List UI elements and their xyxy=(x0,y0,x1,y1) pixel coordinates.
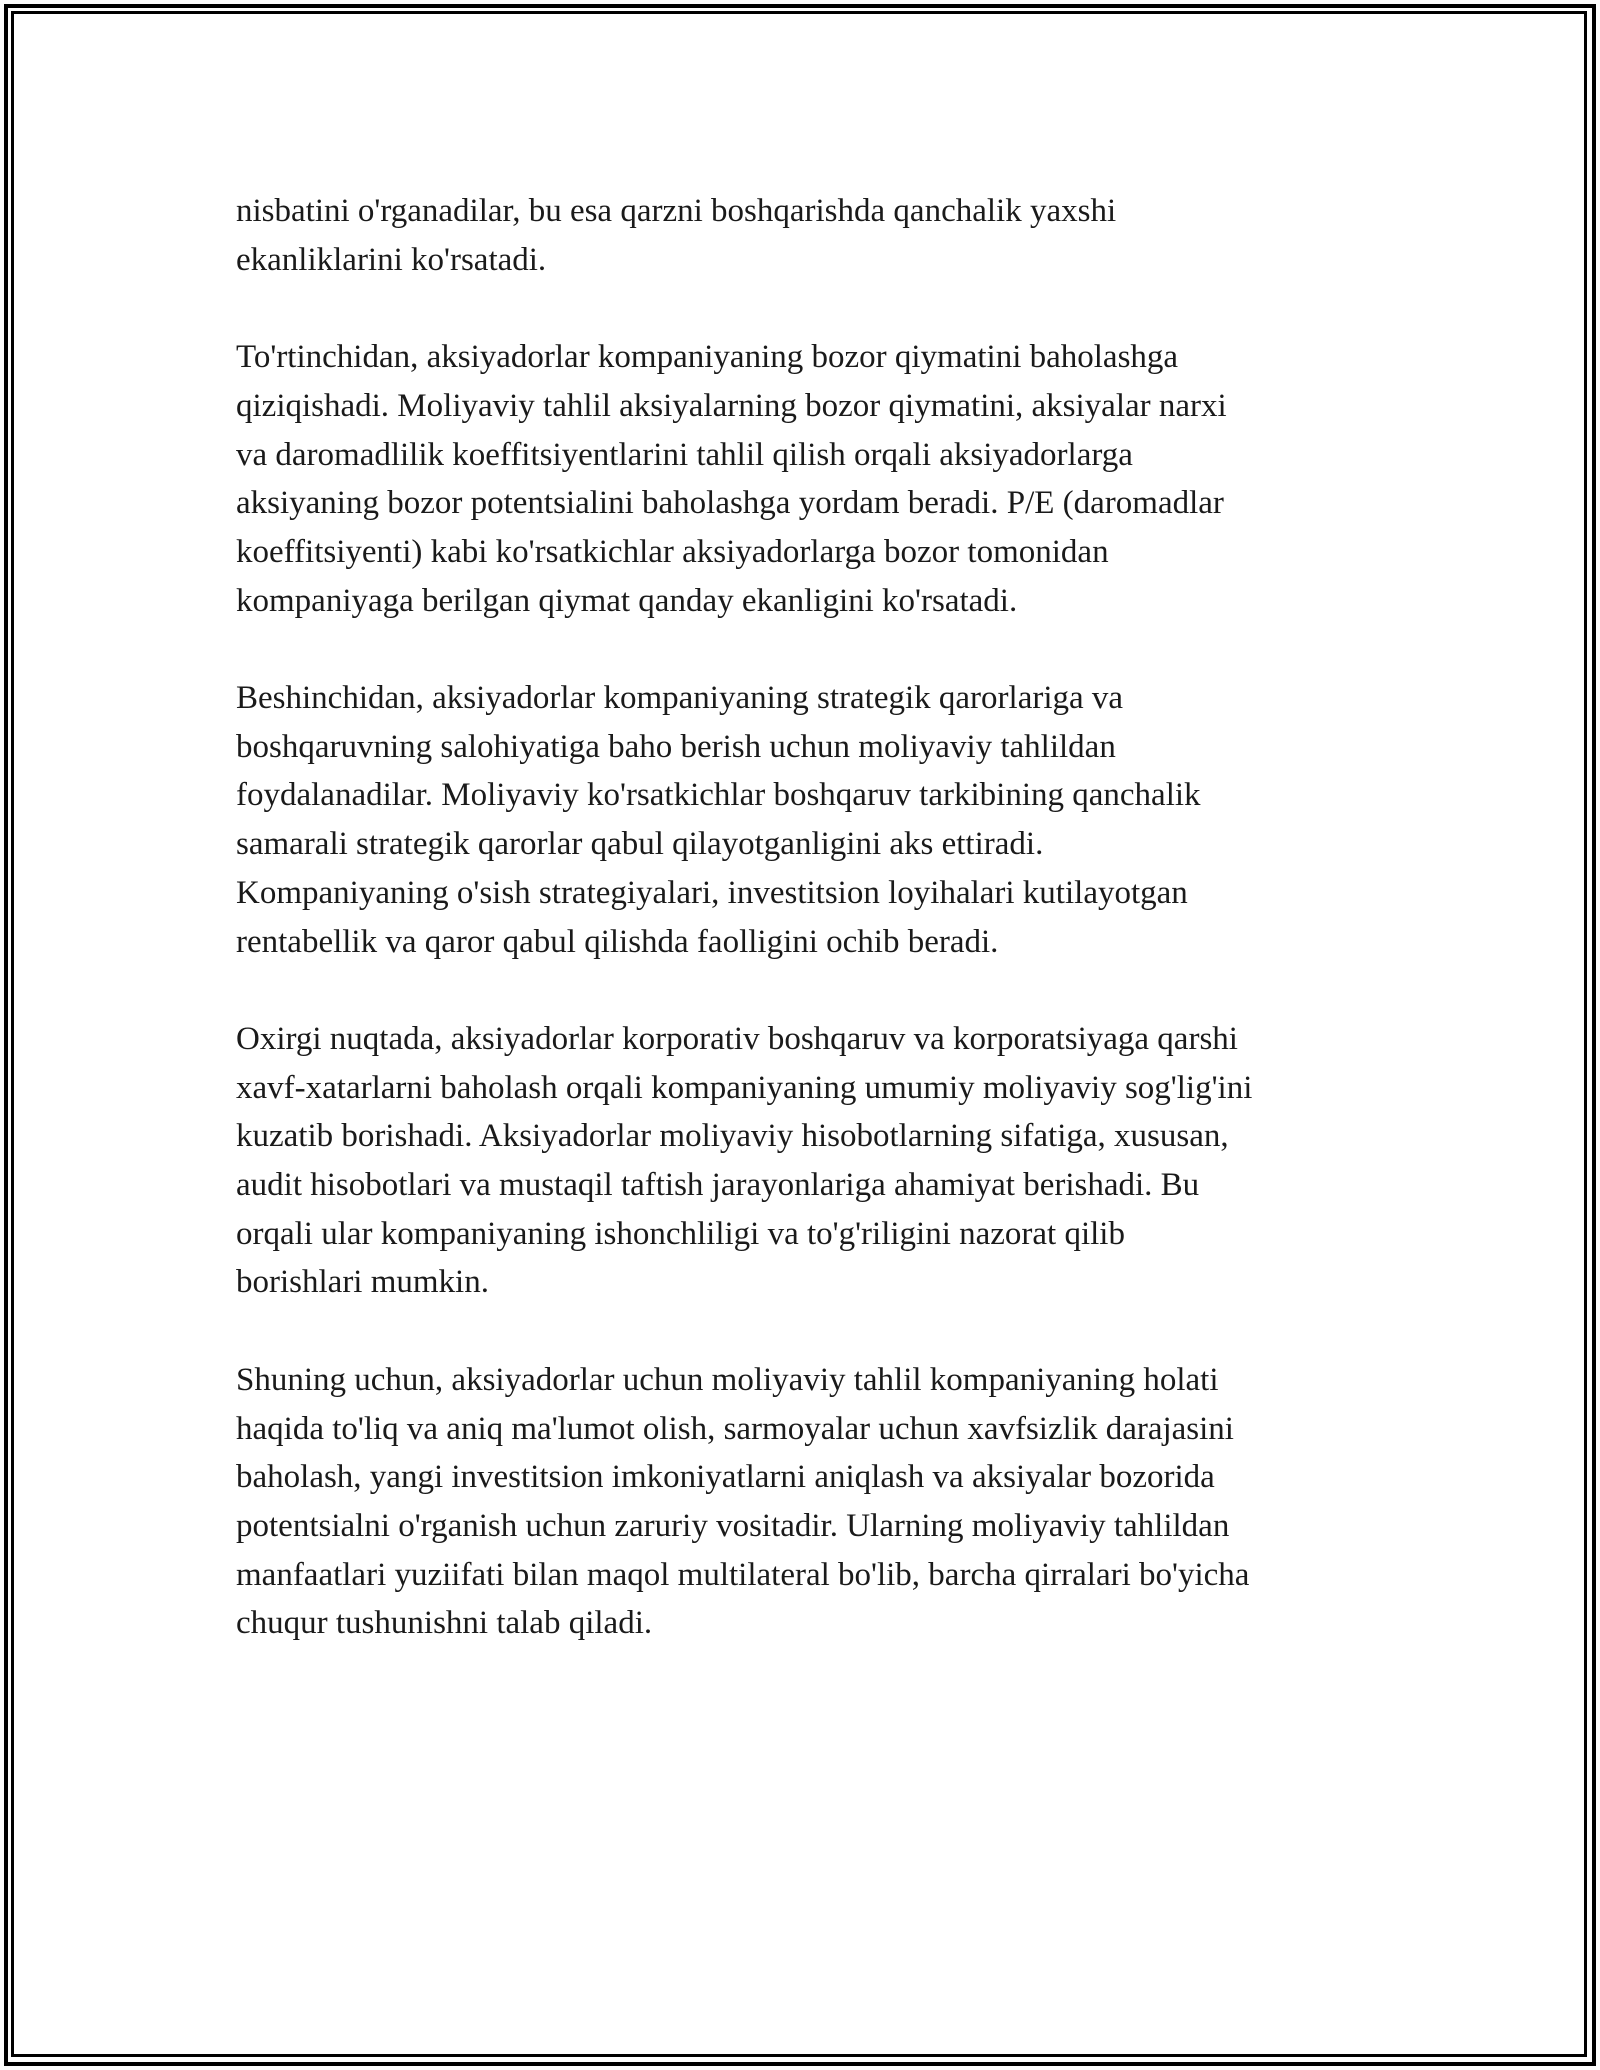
document-body xyxy=(236,187,1386,1697)
paragraph-corporate-governance: Oxirgi nuqtada, aksiyadorlar korporativ boshqaruv va korporatsiyaga qarshi xavf-xatarlarni baholash orqali kompaniyaning umumiy moliyaviy sog'lig'ini kuzatib borishadi. Aksiyadorlar moliyaviy hisobotlarning sifatiga, xususan, audit hisobotlari va mustaqil taftish jarayonlariga ahamiyat berishadi. Bu orqali ular kompaniyaning ishonchliligi va to'g'riligini nazorat qilib borishlari mumkin. xyxy=(236,1020,1253,1301)
paragraph-market-value: To'rtinchidan, aksiyadorlar kompaniyaning bozor qiymatini baholashga qiziqishadi. Moliyaviy tahlil aksiyalarning bozor qiymatini, aksiyalar narxi va daromadlilik koeffitsiyentlarini tahlil qilish orqali aksiyadorlarga aksiyaning bozor potentsialini baholashga yordam beradi. P/E (daromadlar koeffitsiyenti) kabi ko'rsatkichlar aksiyadorlarga bozor tomonidan kompaniyaga berilgan qiymat qanday ekanligini ko'rsatadi. xyxy=(236,339,1227,619)
paragraph-debt-ratio-continuation: nisbatini o'rganadilar, bu esa qarzni boshqarishda qanchalik yaxshi ekanliklarini ko'rsatadi. xyxy=(236,193,1117,278)
paragraph-strategic-decisions: Beshinchidan, aksiyadorlar kompaniyaning strategik qarorlariga va boshqaruvning salohiyatiga baho berish uchun moliyaviy tahlildan foydalanadilar. Moliyaviy ko'rsatkichlar boshqaruv tarkibining qanchalik samarali strategik qarorlar qabul qilayotganligini aks ettiradi. Kompaniyaning o'sish strategiyalari, investitsion loyihalari kutilayotgan rentabellik va qaror qabul qilishda faolligini ochib beradi. xyxy=(236,680,1201,960)
paragraph-conclusion: Shuning uchun, aksiyadorlar uchun moliyaviy tahlil kompaniyaning holati haqida to'liq va aniq ma'lumot olish, sarmoyalar uchun xavfsizlik darajasini baholash, yangi investitsion imkoniyatlarni aniqlash va aksiyalar bozorida potentsialni o'rganish uchun zaruriy vositadir. Ularning moliyaviy tahlildan manfaatlari yuziifati bilan maqol multilateral bo'lib, barcha qirralari bo'yicha chuqur tushunishni talab qiladi. xyxy=(236,1361,1250,1642)
